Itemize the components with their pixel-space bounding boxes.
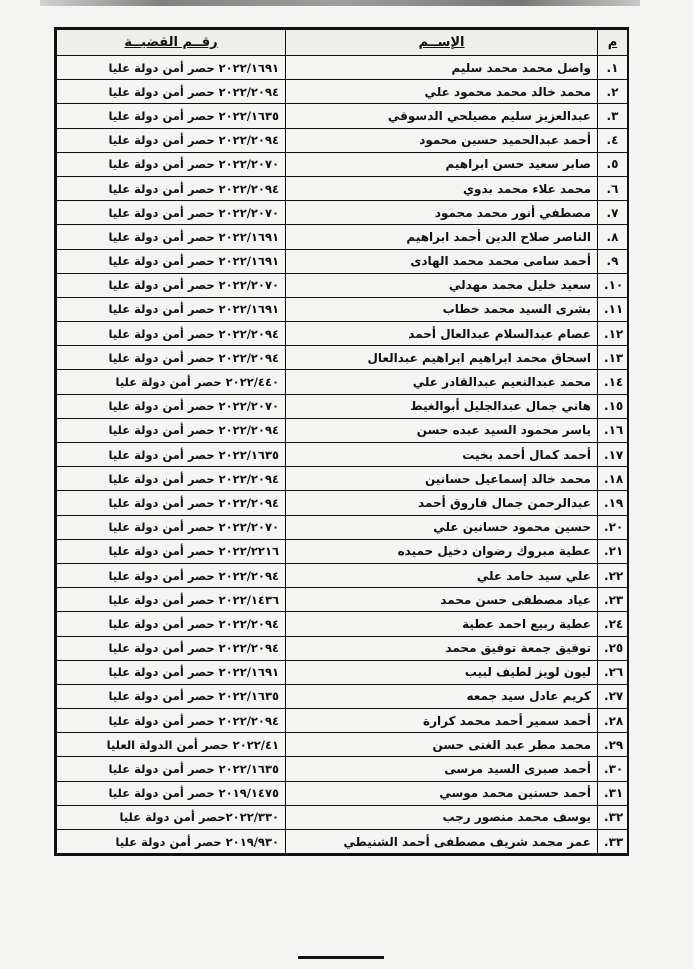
row-number: .١٧ [598, 443, 628, 467]
row-name: أحمد كمال أحمد بخيت [286, 443, 598, 467]
table-row [57, 709, 628, 733]
row-name: علي سيد حامد علي [286, 563, 598, 587]
row-case-number: ٢٠٢٢/٢٢١٦ حصر أمن دولة عليا [57, 539, 286, 563]
row-case-number: ٢٠٢٢/٢٠٩٤ حصر أمن دولة عليا [57, 491, 286, 515]
row-name: كريم عادل سيد جمعه [286, 684, 598, 708]
row-case-number: ٢٠٢٢/١٦٣٥ حصر أمن دولة عليا [57, 104, 286, 128]
row-case-number: ٢٠٢٢/٢٠٧٠ حصر أمن دولة عليا [57, 394, 286, 418]
row-number: .٦ [598, 176, 628, 200]
row-name: الناصر صلاح الدين أحمد ابراهيم [286, 225, 598, 249]
defendants-table [56, 29, 628, 854]
row-name: محمد خالد محمد محمود علي [286, 80, 598, 104]
row-name: واصل محمد محمد سليم [286, 56, 598, 80]
row-name: محمد علاء محمد بدوي [286, 176, 598, 200]
row-number: .٢٧ [598, 684, 628, 708]
table-row [57, 201, 628, 225]
row-name: محمد مطر عبد الغنى حسن [286, 733, 598, 757]
header-number: م [598, 30, 628, 56]
row-number: .٢٩ [598, 733, 628, 757]
table-row [57, 297, 628, 321]
row-case-number: ٢٠٢٢/٢٠٧٠ حصر أمن دولة عليا [57, 201, 286, 225]
row-case-number: ٢٠٢٢/٢٠٩٤ حصر أمن دولة عليا [57, 322, 286, 346]
row-number: .٧ [598, 201, 628, 225]
top-edge-strip [40, 0, 640, 6]
table-row [57, 176, 628, 200]
row-case-number: ٢٠٢٢/١٦٩١ حصر أمن دولة عليا [57, 56, 286, 80]
table-row [57, 394, 628, 418]
row-name: سعيد خليل محمد مهدلي [286, 273, 598, 297]
row-name: أحمد صبرى السيد مرسى [286, 757, 598, 781]
row-case-number: ٢٠٢٢/٢٠٩٤ حصر أمن دولة عليا [57, 709, 286, 733]
row-number: .١ [598, 56, 628, 80]
table-row [57, 830, 628, 854]
table-row [57, 152, 628, 176]
row-number: .٨ [598, 225, 628, 249]
row-case-number: ٢٠٢٢/٤١ حصر أمن الدولة العليا [57, 733, 286, 757]
row-name: عبدالعزيز سليم مصيلحي الدسوقي [286, 104, 598, 128]
row-number: .١٤ [598, 370, 628, 394]
row-number: .١٠ [598, 273, 628, 297]
table-row [57, 539, 628, 563]
table-row [57, 104, 628, 128]
row-name: هاني جمال عبدالجليل أبوالغيط [286, 394, 598, 418]
table-row [57, 491, 628, 515]
row-name: صابر سعيد حسن ابراهيم [286, 152, 598, 176]
row-name: أحمد سامى محمد محمد الهادى [286, 249, 598, 273]
table-row [57, 370, 628, 394]
bottom-rule [298, 956, 384, 959]
row-case-number: ٢٠٢٢/٢٠٩٤ حصر أمن دولة عليا [57, 612, 286, 636]
row-case-number: ٢٠٢٢/٢٠٩٤ حصر أمن دولة عليا [57, 418, 286, 442]
row-case-number: ٢٠٢٢/١٦٣٥ حصر أمن دولة عليا [57, 443, 286, 467]
row-number: .١١ [598, 297, 628, 321]
row-case-number: ٢٠٢٢/٢٠٩٤ حصر أمن دولة عليا [57, 128, 286, 152]
row-case-number: ٢٠٢٢/٤٤٠ حصر أمن دولة عليا [57, 370, 286, 394]
table-row [57, 588, 628, 612]
table-row [57, 781, 628, 805]
row-name: ليون لويز لطيف لبيب [286, 660, 598, 684]
row-case-number: ٢٠٢٢/٢٠٩٤ حصر أمن دولة عليا [57, 467, 286, 491]
row-case-number: ٢٠٢٢/٢٠٩٤ حصر أمن دولة عليا [57, 346, 286, 370]
row-number: .٤ [598, 128, 628, 152]
table-row [57, 805, 628, 829]
row-name: محمد عبدالنعيم عبدالقادر علي [286, 370, 598, 394]
row-name: مصطفي أنور محمد محمود [286, 201, 598, 225]
row-case-number: ٢٠٢٢/١٤٣٦ حصر أمن دولة عليا [57, 588, 286, 612]
row-name: أحمد عبدالحميد حسين محمود [286, 128, 598, 152]
table-row [57, 733, 628, 757]
row-name: عبدالرحمن جمال فاروق أحمد [286, 491, 598, 515]
row-number: .١٦ [598, 418, 628, 442]
table-row [57, 273, 628, 297]
row-number: .٣ [598, 104, 628, 128]
document-table-frame [54, 27, 629, 856]
row-name: حسين محمود حسانين علي [286, 515, 598, 539]
row-case-number: ٢٠٢٢/١٦٩١ حصر أمن دولة عليا [57, 249, 286, 273]
table-row [57, 128, 628, 152]
row-number: .٩ [598, 249, 628, 273]
row-number: .١٨ [598, 467, 628, 491]
row-name: عصام عبدالسلام عبدالعال أحمد [286, 322, 598, 346]
row-name: أحمد سمير أحمد محمد كرارة [286, 709, 598, 733]
row-case-number: ٢٠٢٢/١٦٣٥ حصر أمن دولة عليا [57, 757, 286, 781]
row-case-number: ٢٠٢٢/١٦٩١ حصر أمن دولة عليا [57, 660, 286, 684]
row-number: .١٣ [598, 346, 628, 370]
table-row [57, 418, 628, 442]
row-case-number: ٢٠١٩/١٤٧٥ حصر أمن دولة عليا [57, 781, 286, 805]
row-number: .٢٦ [598, 660, 628, 684]
row-case-number: ٢٠٢٢/١٦٩١ حصر أمن دولة عليا [57, 297, 286, 321]
row-name: أحمد حسنين محمد موسي [286, 781, 598, 805]
row-number: .٢٢ [598, 563, 628, 587]
header-case-number: رقــم القضيــة [57, 30, 286, 56]
row-number: .٢٥ [598, 636, 628, 660]
table-row [57, 56, 628, 80]
table-body [57, 56, 628, 854]
table-row [57, 443, 628, 467]
row-number: .٢١ [598, 539, 628, 563]
row-number: .٢٨ [598, 709, 628, 733]
row-number: .٢٠ [598, 515, 628, 539]
row-name: يوسف محمد منصور رجب [286, 805, 598, 829]
table-header-row [57, 30, 628, 56]
table-row [57, 515, 628, 539]
header-name: الإســم [286, 30, 598, 56]
table-row [57, 612, 628, 636]
row-number: .٣١ [598, 781, 628, 805]
table-row [57, 225, 628, 249]
row-name: ياسر محمود السيد عبده حسن [286, 418, 598, 442]
row-case-number: ٢٠٢٢/٢٠٧٠ حصر أمن دولة عليا [57, 273, 286, 297]
row-name: عياد مصطفى حسن محمد [286, 588, 598, 612]
row-case-number: ٢٠٢٢/١٦٣٥ حصر أمن دولة عليا [57, 684, 286, 708]
table-row [57, 80, 628, 104]
row-case-number: ٢٠٢٢/٢٠٩٤ حصر أمن دولة عليا [57, 80, 286, 104]
row-case-number: ٢٠٢٢/٢٠٧٠ حصر أمن دولة عليا [57, 515, 286, 539]
table-row [57, 636, 628, 660]
table-row [57, 684, 628, 708]
row-name: توفيق جمعة توفيق محمد [286, 636, 598, 660]
row-number: .٥ [598, 152, 628, 176]
table-row [57, 660, 628, 684]
row-number: .٣٠ [598, 757, 628, 781]
row-number: .٣٢ [598, 805, 628, 829]
table-row [57, 467, 628, 491]
row-number: .١٩ [598, 491, 628, 515]
row-name: عطية ربيع احمد عطية [286, 612, 598, 636]
row-case-number: ٢٠١٩/٩٣٠ حصر أمن دولة عليا [57, 830, 286, 854]
row-case-number: ٢٠٢٢/٢٠٧٠ حصر أمن دولة عليا [57, 152, 286, 176]
row-case-number: ٢٠٢٢/٢٠٩٤ حصر أمن دولة عليا [57, 563, 286, 587]
table-row [57, 322, 628, 346]
row-number: .٢٤ [598, 612, 628, 636]
row-name: عمر محمد شريف مصطفى أحمد الشنيطي [286, 830, 598, 854]
row-case-number: ٢٠٢٢/١٦٩١ حصر أمن دولة عليا [57, 225, 286, 249]
row-case-number: ٢٠٢٢/٢٠٩٤ حصر أمن دولة عليا [57, 636, 286, 660]
row-number: .٢٣ [598, 588, 628, 612]
table-row [57, 757, 628, 781]
row-case-number: ٢٠٢٢/٣٣٠حصر أمن دولة عليا [57, 805, 286, 829]
row-case-number: ٢٠٢٢/٢٠٩٤ حصر أمن دولة عليا [57, 176, 286, 200]
row-name: عطية مبروك رضوان دخيل حميده [286, 539, 598, 563]
row-number: .١٢ [598, 322, 628, 346]
table-row [57, 346, 628, 370]
row-name: بشرى السيد محمد خطاب [286, 297, 598, 321]
row-number: .٢ [598, 80, 628, 104]
row-number: .١٥ [598, 394, 628, 418]
table-row [57, 563, 628, 587]
row-number: .٣٣ [598, 830, 628, 854]
row-name: اسحاق محمد ابراهيم ابراهيم عبدالعال [286, 346, 598, 370]
table-row [57, 249, 628, 273]
row-name: محمد خالد إسماعيل حسانين [286, 467, 598, 491]
